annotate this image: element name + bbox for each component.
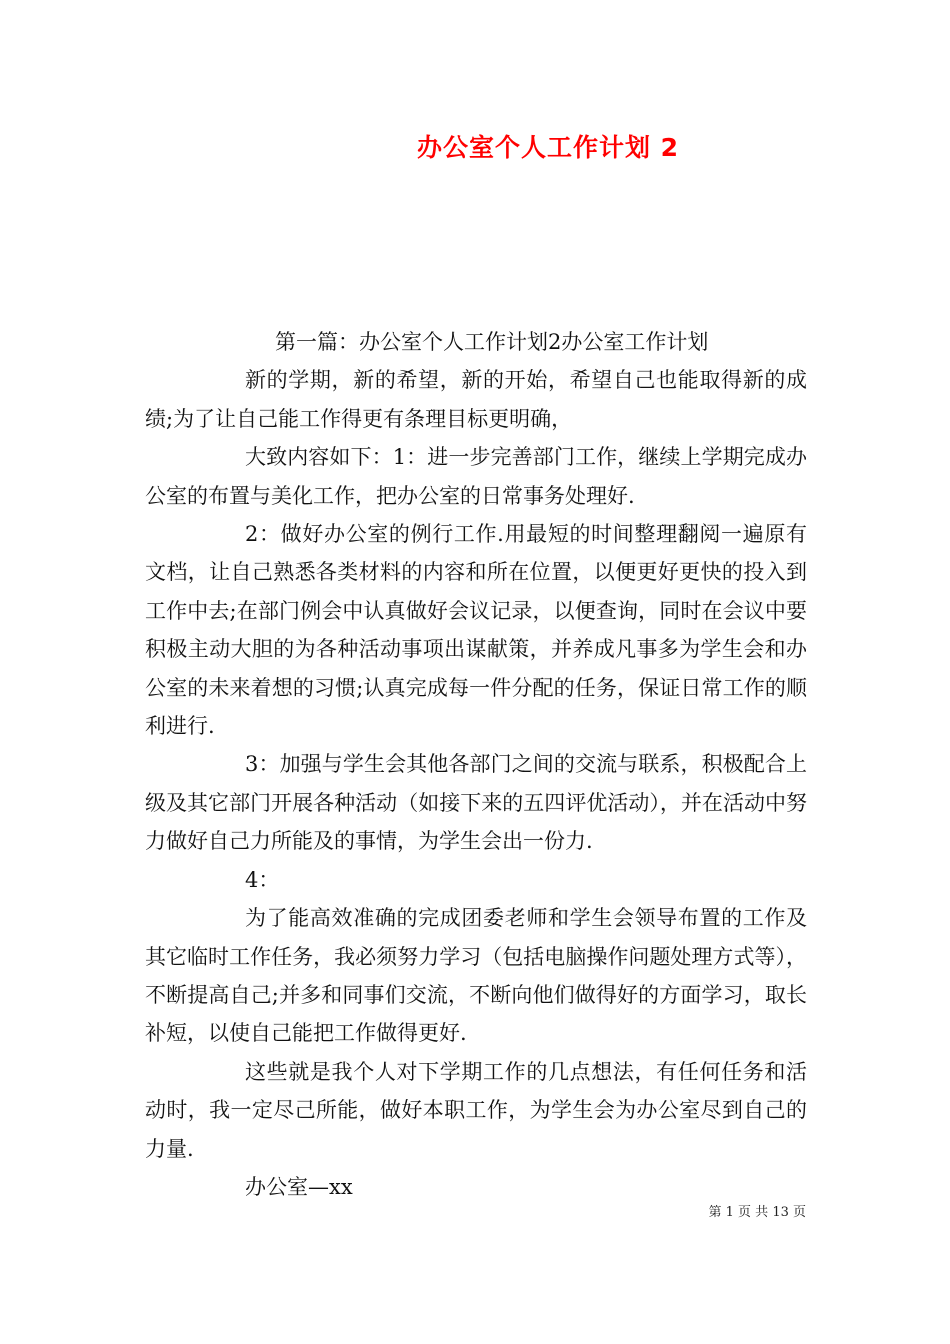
page-footer: 第 1 页 共 13 页 [708,1205,806,1220]
paragraph-4: 3：加强与学生会其他各部门之间的交流与联系，积极配合上级及其它部门开展各种活动（如接下来的五四评优活动），并在活动中努力做好自己力所能及的事情，为学生会出一份力. [145,752,807,854]
signature-line: 办公室—xx [245,1174,353,1199]
paragraph-7: 这些就是我个人对下学期工作的几点想法，有任何任务和活动时，我一定尽己所能，做好本职工作，为学生会为办公室尽到自己的力量. [145,1059,807,1161]
paragraph-1: 新的学期，新的希望，新的开始，希望自己也能取得新的成绩;为了让自己能工作得更有条理目标更明确， [145,368,807,431]
paragraph-2: 大致内容如下：1：进一步完善部门工作，继续上学期完成办公室的布置与美化工作，把办公室的日常事务处理好. [145,445,807,508]
document-title-text: 办公室个人工作计划 2 [416,133,680,162]
document-title [0,128,950,168]
document-body [145,323,807,1206]
paragraph-5: 4： [245,867,280,892]
paragraph-3: 2：做好办公室的例行工作.用最短的时间整理翻阅一遍原有文档，让自己熟悉各类材料的内容和所在位置，以便更好更快的投入到工作中去;在部门例会中认真做好会议记录，以便查询，同时在会议中要积极主动大胆的为各种活动事项出谋献策，并养成凡事多为学生会和办公室的未来着想的习惯;认真完成每一件分配的任务，保证日常工作的顺利进行. [145,522,807,739]
paragraph-6: 为了能高效准确的完成团委老师和学生会领导布置的工作及其它临时工作任务，我必须努力学习（包括电脑操作问题处理方式等），不断提高自己;并多和同事们交流，不断向他们做得好的方面学习，取长补短，以使自己能把工作做得更好. [145,906,807,1046]
document-subtitle: 第一篇：办公室个人工作计划2办公室工作计划 [275,330,709,354]
